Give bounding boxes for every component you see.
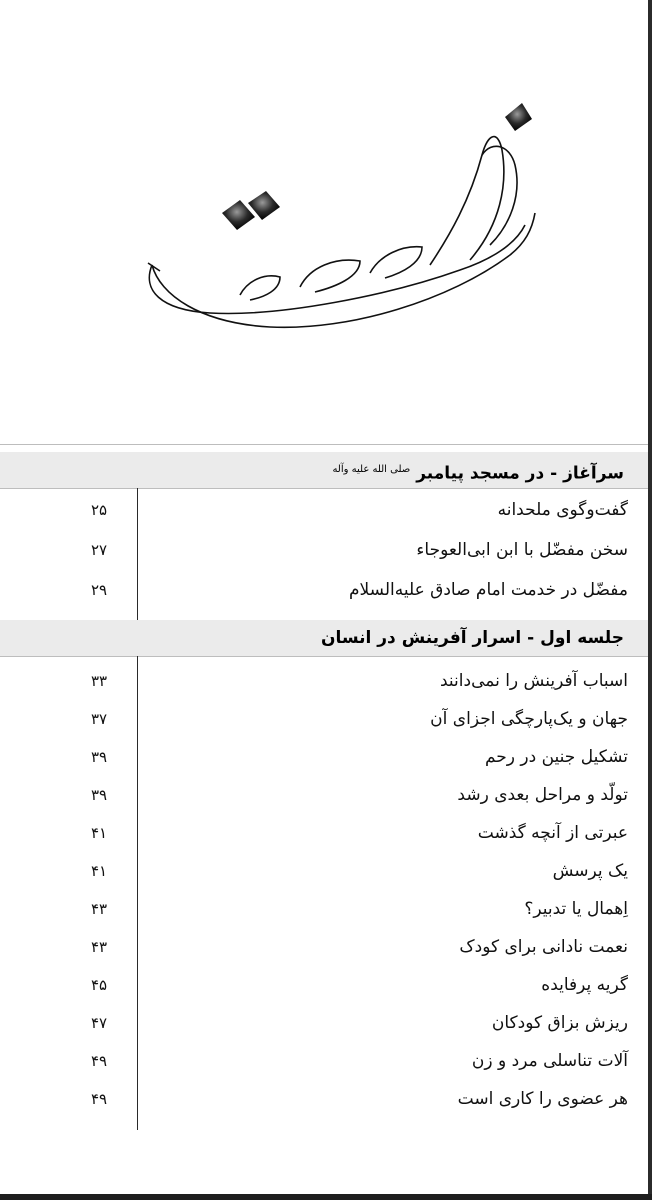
toc-page-number: ۴۱ [90,862,108,880]
toc-entry[interactable]: تولّد و مراحل بعدی رشد [457,785,628,805]
toc-entry[interactable]: ریزش بزاق کودکان [491,1013,628,1033]
column-divider [137,656,138,1130]
toc-entry[interactable]: اسباب آفرینش را نمی‌دانند [440,671,628,691]
toc-entry[interactable]: مفضّل در خدمت امام صادق علیه‌السلام [348,580,628,600]
toc-page-number: ۴۳ [90,938,108,956]
toc-entry[interactable]: تشکیل جنین در رحم [484,747,628,767]
title-calligraphy [130,95,570,365]
toc-page-number: ۴۳ [90,900,108,918]
toc-entry[interactable]: یک پرسش [552,861,628,881]
toc-page-number: ۴۹ [90,1090,108,1108]
toc-entry[interactable]: اِهمال یا تدبیر؟ [524,899,628,919]
toc-page-number: ۳۹ [90,786,108,804]
page-edge-bottom [0,1194,652,1200]
toc-page-number: ۳۹ [90,748,108,766]
toc-page-number: ۲۵ [90,501,108,519]
section-header [0,620,648,656]
toc-entry[interactable]: سخن مفضّل با ابن ابی‌العوجاء [416,540,628,560]
toc-entry[interactable]: گفت‌وگوی ملحدانه [497,500,628,520]
toc-page-number: ۳۷ [90,710,108,728]
toc-page-number: ۴۹ [90,1052,108,1070]
toc-page-number: ۳۳ [90,672,108,690]
toc-page-number: ۴۵ [90,976,108,994]
divider [0,488,648,489]
toc-page-number: ۴۷ [90,1014,108,1032]
section-title-text: سرآغاز - در مسجد پیامبر [416,463,624,484]
section-title: جلسه اول - اسرار آفرینش در انسان [320,628,624,648]
divider [0,444,648,445]
toc-entry[interactable]: آلات تناسلی مرد و زن [471,1051,628,1071]
table-of-contents [0,444,652,1144]
toc-entry[interactable]: جهان و یک‌پارچگی اجزای آن [430,709,628,729]
toc-entry[interactable]: گریه پرفایده [541,975,628,995]
dot-mark [505,103,532,131]
toc-page-number: ۲۷ [90,541,108,559]
toc-entry[interactable]: نعمت نادانی برای کودک [459,937,628,957]
toc-entry[interactable]: عبرتی از آنچه گذشت [477,823,628,843]
salutation-mark: صلى الله عليه وآله [332,464,411,475]
toc-page-number: ۲۹ [90,581,108,599]
page-title [130,95,570,365]
section-title [330,452,624,488]
toc-page-number: ۴۱ [90,824,108,842]
section-header [0,452,648,488]
column-divider [137,488,138,620]
toc-entry[interactable]: هر عضوی را کاری است [457,1089,628,1109]
divider [0,656,648,657]
